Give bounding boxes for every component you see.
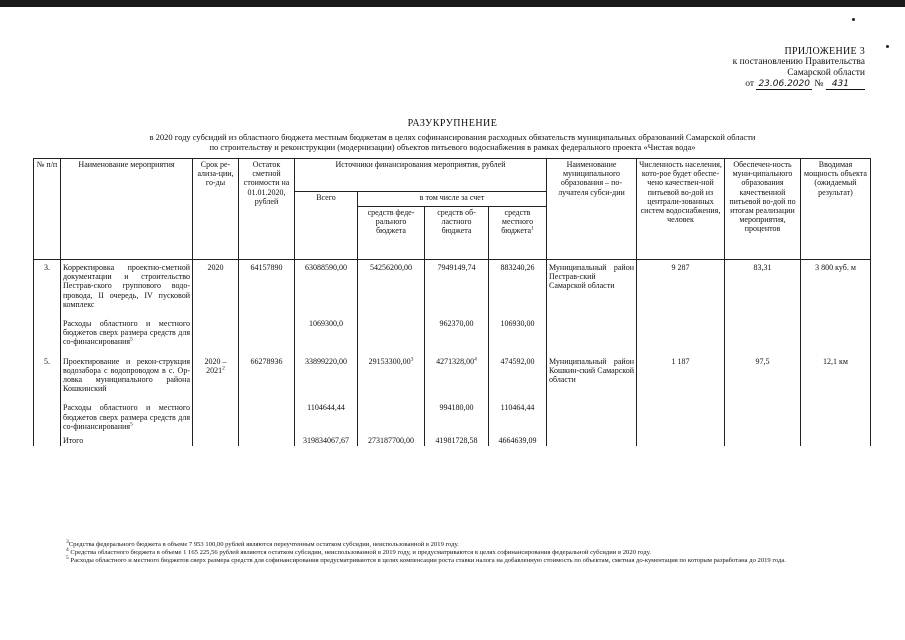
header-population: Численность населения, кото-рое будет обеспе-чено качествен-ной питьевой во-дой из централи-зованных систем водоснабжения, человек [637,159,725,260]
document-subtitle: в 2020 году субсидий из областного бюджета местным бюджетам в целях софинансирования расходных обязательств муниципальных образований Самарской области [149,132,756,142]
handwritten-date: 23.06.2020 [758,79,810,89]
table-row: Расходы областного и местного бюджетов сверх размера средств для со-финансирования$^5$ 1104644,44 994180,00 110464,44 [34,394,871,432]
header-sources: Источники финансирования мероприятия, рублей [295,159,547,192]
header-capacity: Вводимая мощность объекта (ожидаемый результат) [801,159,871,260]
header-num: № п/п [34,159,61,260]
subsidy-table [33,158,871,446]
header-fed: средств феде-рального бюджета [358,207,425,260]
document-heading [0,118,905,152]
header-loc: средств местного бюджета$^1$ [489,207,547,260]
footnote: $^5$ Расходы областного и местного бюджетов сверх размера средств для софинансирования предусматриваются в целях компенсации роста ставки налога на добавленную стоимость по объектам, сметная до-кументация по которым разработана до 2019 года. [66,555,786,565]
header-share: Обеспечен-ность муни-ципального образования качественной питьевой во-дой по итогам реализации мероприятия, процентов [725,159,801,260]
appendix-block [705,46,865,90]
document-subtitle: по строительству и реконструкции (модернизации) объектов питьевого водоснабжения в рамках федерального проекта «Чистая вода» [209,142,696,152]
scan-speck [852,18,855,21]
header-name: Наименование мероприятия [61,159,193,260]
appendix-line: к постановлению Правительства [732,57,865,67]
handwritten-number: 431 [826,79,865,90]
table-total-row: Итого 319834067,67 273187700,00 41981728,58 4664639,09 [34,432,871,446]
header-balance: Остаток сметной стоимости на 01.01.2020, рублей [239,159,295,260]
header-reg: средств об-ластного бюджета [425,207,489,260]
table-header-row [34,159,871,192]
appendix-date-line: от 23.06.2020 № 431 [705,79,865,90]
footnote: $^3$Средства федерального бюджета в объеме 7 953 100,00 рублей являются переучтенным остатком субсидии, неиспользованной в 2019 году. [66,538,459,548]
header-recipient: Наименование муниципального образования – по-лучателя субси-дии [547,159,637,260]
header-incl: в том числе за счет [358,192,547,207]
appendix-line: Самарской области [787,68,865,78]
header-term: Срок ре-ализа-ции, го-ды [193,159,239,260]
table-row: 3. Корректировка проектно-сметной документации и строительство Пестрав-ского группового водо-провода, II очередь, IV пусковой комплекс 2020 64157890 63088590,00 54256200,00 7949149,74 883240,26 Муниципальный район Пестрав-ский Самарской области 9 287 83,31 3 800 куб. м [34,260,871,311]
footnotes [58,538,878,566]
document-title: РАЗУКРУПНЕНИЕ [407,118,498,129]
scan-top-edge [0,0,905,7]
header-total: Всего [295,192,358,260]
scan-speck [886,45,889,48]
appendix-title: ПРИЛОЖЕНИЕ 3 [784,46,865,57]
table-row: 5. Проектирование и рекон-струкция водозабора с водопроводом в с. Ор-ловка муниципального района Кошкинский 2020 – 2021$^2$ 66278936 33899220,00 29153300,00$^3$ 4271328,00$^4$ 474592,00 Муниципальный район Кошкин-ский Самарской области 1 187 97,5 12,1 км [34,348,871,395]
table-row: Расходы областного и местного бюджетов сверх размера средств для со-финансирования$^5$ 1069300,0 962370,00 106930,00 [34,310,871,348]
footnote: $^4$ Средства областного бюджета в объеме 1 165 225,56 рублей являются остатком субсидии, неиспользованной в 2019 году, и предусматриваются в целях софинансирования федеральной субсидии в 2020 году. [66,547,651,557]
total-label: Итого [61,432,193,446]
